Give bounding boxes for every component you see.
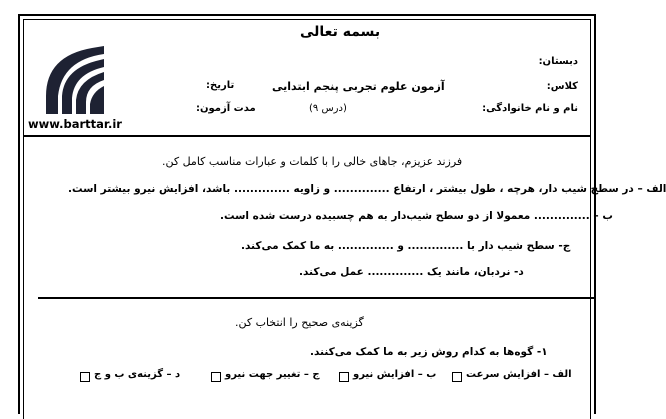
fill-blank-item-c: ج- سطح شیب دار با .............. و .............. به ما کمک می‌کند. [241, 240, 571, 252]
option-c-label: ج – تغییر جهت نیرو [225, 369, 320, 380]
exam-title: آزمون علوم تجربی پنجم ابتدایی [272, 80, 445, 93]
section2-instruction: گزینه‌ی صحیح را انتخاب کن. [235, 316, 364, 329]
class-label: کلاس: [546, 81, 578, 92]
page-title: بسمه تعالی [300, 24, 381, 40]
duration-label: مدت آزمون: [196, 103, 256, 114]
school-label: دبستان: [538, 56, 578, 67]
website-url: www.barttar.ir [28, 117, 122, 131]
fill-blank-item-d: د- نردبان، مانند یک .............. عمل می‌کند. [299, 266, 524, 278]
name-label: نام و نام خانوادگی: [482, 103, 578, 114]
fill-blank-item-a: الف – در سطح شیب دار، هرچه ، طول بیشتر ، ارتفاع .............. و زاویه .............. باشد، افزایش نیرو بیشتر است. [68, 183, 666, 195]
barttar-logo-icon [40, 44, 106, 116]
option-a-label: الف – افزایش سرعت [466, 369, 572, 380]
section-divider [38, 297, 594, 299]
header-divider [23, 135, 591, 137]
option-a-checkbox[interactable] [452, 372, 462, 382]
lesson-number: (درس ۹) [309, 103, 347, 114]
option-d-checkbox[interactable] [80, 372, 90, 382]
option-b-checkbox[interactable] [339, 372, 349, 382]
option-b-label: ب – افزایش نیرو [353, 369, 437, 380]
section1-instruction: فرزند عزیزم، جاهای خالی را با کلمات و عبارات مناسب کامل کن. [162, 155, 463, 168]
fill-blank-item-b: ب – .............. معمولا از دو سطح شیب‌دار به هم چسبیده درست شده است. [220, 210, 613, 222]
date-label: تاریخ: [206, 80, 235, 91]
option-c-checkbox[interactable] [211, 372, 221, 382]
option-d-label: د – گزینه‌ی ب و ج [94, 369, 181, 380]
mcq-question: ۱- گوه‌ها به کدام روش زیر به ما کمک می‌کنند. [310, 346, 548, 358]
